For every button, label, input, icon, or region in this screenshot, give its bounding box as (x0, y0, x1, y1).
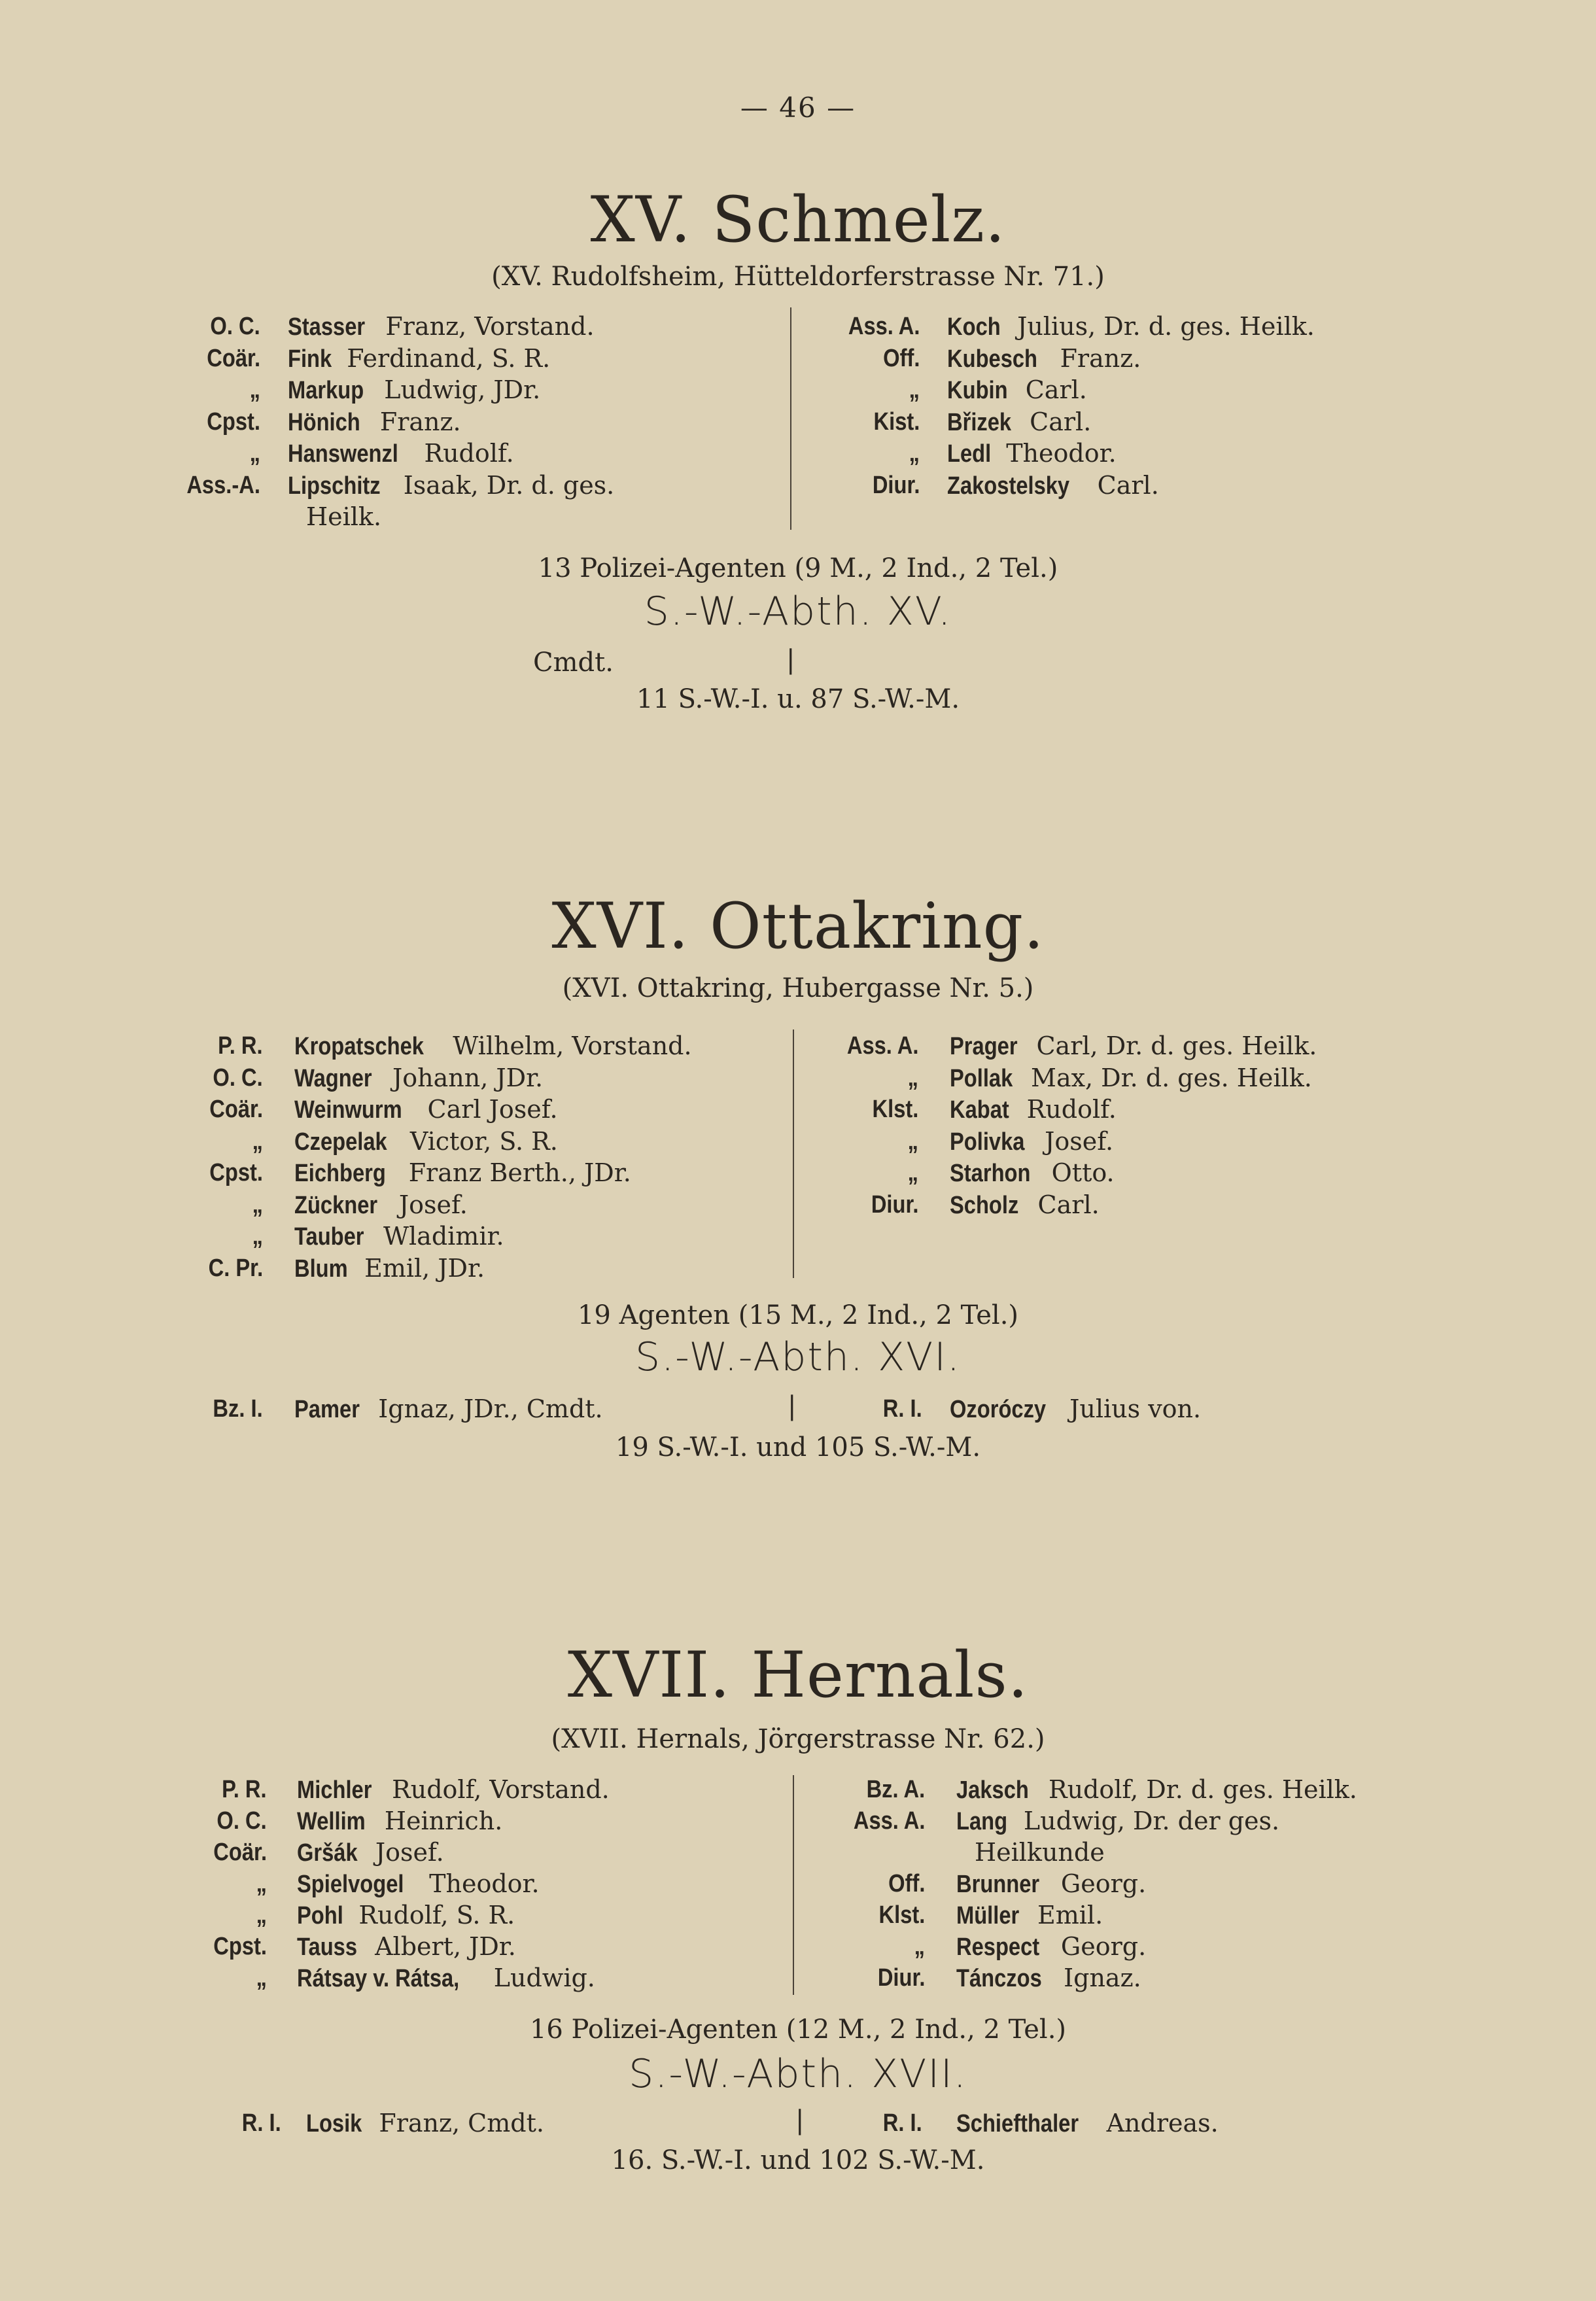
rank-label: Coär. (209, 1096, 263, 1123)
rank-label: „ (909, 440, 920, 467)
rank-label: Ass.-A. (186, 471, 260, 499)
given-name: Isaak, Dr. d. ges. (395, 470, 615, 500)
surname: Prager (950, 1033, 1018, 1060)
rank-label: „ (907, 1064, 918, 1092)
staff-row (0, 1253, 1596, 1284)
given-name: Carl Josef. (419, 1095, 558, 1124)
staff-row (0, 1931, 1596, 1962)
section-heading-xvi: XVI. Ottakring. (551, 890, 1045, 963)
given-name: Johann, JDr. (384, 1063, 544, 1092)
given-name: Heilk. (306, 502, 382, 531)
rank-label: Coär. (213, 1839, 267, 1866)
surname: Břizek (947, 408, 1012, 436)
given-name: Heilkunde (975, 1838, 1105, 1867)
rank-label: „ (256, 1870, 267, 1897)
rank-label: Off. (888, 1870, 925, 1897)
staff-row (0, 470, 1596, 501)
staff-row (0, 1899, 1596, 1931)
given-name: Emil, JDr. (356, 1253, 485, 1283)
given-name: Carl. (1089, 470, 1159, 500)
surname: Hanswenzl (288, 440, 398, 468)
sw-count-xvii: 16. S.-W.-I. und 102 S.-W.-M. (611, 2145, 985, 2175)
given-name: Heinrich. (376, 1807, 503, 1835)
sw-heading-xvi: S.-W.-Abth. XVI. (635, 1334, 961, 1380)
sw-separator-xv: | (786, 645, 795, 675)
rank-label: R. I. (883, 1395, 922, 1423)
staff-row (0, 1062, 1596, 1094)
rank-label: Bz. I. (213, 1395, 263, 1423)
sw-heading-xvii: S.-W.-Abth. XVII. (629, 2051, 967, 2097)
staff-row (0, 311, 1596, 342)
given-name: Franz Berth., JDr. (400, 1158, 631, 1187)
surname: Weinwurm (294, 1096, 402, 1124)
section-heading-xvii: XVII. Hernals. (567, 1638, 1029, 1712)
rank-label: Ass. A. (848, 313, 920, 340)
given-name: Ignaz. (1056, 1964, 1141, 1992)
staff-row (0, 1962, 1596, 1994)
staff-row (0, 1126, 1596, 1157)
surname: Brunner (956, 1871, 1040, 1898)
surname: Pollak (950, 1064, 1013, 1092)
surname: Stasser (288, 313, 366, 341)
rank-label: O. C. (217, 1807, 267, 1835)
sw-heading-xv: S.-W.-Abth. XV. (644, 589, 952, 634)
surname: Jaksch (956, 1776, 1029, 1804)
staff-row (0, 1837, 1596, 1868)
page-number: — 46 — (740, 92, 856, 124)
staff-row (0, 1774, 1596, 1805)
surname: Koch (947, 313, 1001, 341)
surname: Losik (306, 2110, 362, 2137)
given-name: Carl. (1030, 1190, 1100, 1219)
rank-label: O. C. (210, 313, 260, 340)
given-name: Rudolf, S. R. (351, 1901, 515, 1929)
given-name: Ferdinand, S. R. (339, 343, 551, 373)
agents-count-xvii: 16 Polizei-Agenten (12 M., 2 Ind., 2 Tel.) (529, 2015, 1067, 2045)
given-name: Wilhelm, Vorstand. (445, 1031, 692, 1060)
surname: Blum (294, 1254, 348, 1283)
surname: Ozoróczy (950, 1396, 1047, 1423)
rank-label: Ass. A. (853, 1807, 925, 1835)
given-name: Julius von. (1062, 1394, 1202, 1423)
sw-count-xvi: 19 S.-W.-I. und 105 S.-W.-M. (615, 1432, 981, 1462)
sw-officers-xvii (0, 2107, 1596, 2139)
surname: Kubin (947, 377, 1008, 404)
rank-label: „ (907, 1127, 918, 1155)
staff-row (0, 1189, 1596, 1220)
given-name: Rudolf. (416, 439, 514, 468)
surname: Markup (288, 377, 364, 404)
given-name: Carl. (1022, 407, 1092, 436)
surname: Pamer (294, 1396, 360, 1423)
surname: Lipschitz (288, 472, 381, 500)
given-name: Wladimir. (375, 1222, 504, 1251)
given-name: Franz, Cmdt. (371, 2109, 544, 2137)
rank-label: Bz. A. (866, 1776, 925, 1803)
given-name: Josef. (1037, 1126, 1114, 1156)
given-name: Albert, JDr. (367, 1932, 516, 1961)
surname: Tauss (297, 1933, 358, 1961)
given-name: Carl, Dr. d. ges. Heilk. (1028, 1031, 1317, 1060)
rank-label: Diur. (871, 1190, 918, 1219)
staff-row (0, 374, 1596, 406)
given-name: Ludwig, JDr. (376, 375, 541, 404)
rank-label: „ (249, 440, 260, 467)
sw-separator-xvii: | (795, 2105, 805, 2136)
rank-label: Diur. (872, 471, 920, 499)
rank-label: Ass. A. (846, 1032, 918, 1060)
given-name: Victor, S. R. (402, 1126, 558, 1156)
surname: Hönich (288, 408, 360, 436)
staff-row (0, 1094, 1596, 1125)
given-name: Julius, Dr. d. ges. Heilk. (1009, 312, 1315, 341)
staff-row (0, 438, 1596, 469)
section-address-xvi: (XVI. Ottakring, Hubergasse Nr. 5.) (562, 973, 1034, 1003)
staff-row (0, 406, 1596, 438)
staff-row (0, 1030, 1596, 1062)
agents-count-xvi: 19 Agenten (15 M., 2 Ind., 2 Tel.) (577, 1300, 1019, 1330)
agents-count-xv: 13 Polizei-Agenten (9 M., 2 Ind., 2 Tel.) (538, 553, 1058, 583)
surname: Müller (956, 1902, 1020, 1929)
given-name: Otto. (1043, 1158, 1115, 1187)
given-name: Franz. (1052, 343, 1141, 373)
surname: Kropatschek (294, 1033, 424, 1060)
surname: Michler (297, 1776, 372, 1804)
given-name: Josef. (390, 1190, 468, 1219)
rank-label: Coär. (207, 344, 260, 372)
surname: Kubesch (947, 345, 1038, 373)
rank-label: Diur. (877, 1964, 925, 1992)
surname: Ledl (947, 440, 992, 468)
surname: Wagner (294, 1064, 372, 1092)
rank-label: „ (914, 1933, 925, 1960)
rank-label: Cpst. (213, 1933, 267, 1960)
rank-label: „ (252, 1127, 263, 1155)
surname: Starhon (950, 1160, 1031, 1187)
rank-label: O. C. (213, 1064, 263, 1092)
sw-officers-xvi (0, 1393, 1596, 1425)
surname: Kabat (950, 1096, 1009, 1124)
rank-label: „ (907, 1159, 918, 1186)
given-name: Franz. (372, 407, 461, 436)
section-address-xv: (XV. Rudolfsheim, Hütteldorferstrasse Nr. 71.) (491, 262, 1105, 292)
rank-label: „ (256, 1964, 267, 1992)
rank-label: Cpst. (209, 1159, 263, 1186)
staff-row (0, 1805, 1596, 1837)
surname: Schiefthaler (956, 2110, 1079, 2137)
surname: Polivka (950, 1128, 1025, 1156)
sw-separator-xvi: | (788, 1391, 797, 1421)
rank-label: C. Pr. (208, 1254, 263, 1282)
staff-row (0, 1220, 1596, 1252)
surname: Fink (288, 345, 332, 373)
given-name: Theodor. (998, 439, 1117, 468)
section-heading-xv: XV. Schmelz. (590, 183, 1006, 256)
rank-label: R. I. (883, 2109, 922, 2137)
given-name: Andreas. (1098, 2109, 1219, 2137)
surname: Lang (956, 1808, 1008, 1835)
surname: Tauber (294, 1223, 364, 1251)
rank-label: „ (256, 1901, 267, 1929)
surname: Respect (956, 1933, 1040, 1961)
staff-row (0, 1868, 1596, 1899)
rank-label: Cpst. (207, 407, 260, 436)
rank-label: „ (252, 1190, 263, 1219)
surname: Rátsay v. Rátsa, (297, 1965, 460, 1992)
surname: Pohl (297, 1902, 343, 1929)
surname: Zückner (294, 1191, 378, 1219)
surname: Czepelak (294, 1128, 387, 1156)
surname: Scholz (950, 1191, 1019, 1219)
rank-label: P. R. (218, 1032, 263, 1060)
given-name: Max, Dr. d. ges. Heilk. (1022, 1063, 1312, 1092)
surname: Tánczos (956, 1965, 1042, 1992)
surname: Zakostelsky (947, 472, 1070, 500)
surname: Spielvogel (297, 1871, 404, 1898)
rank-label: R. I. (242, 2109, 281, 2137)
rank-label: „ (249, 376, 260, 404)
given-name: Franz, Vorstand. (377, 312, 595, 341)
given-name: Ludwig, Dr. der ges. (1015, 1807, 1280, 1835)
given-name: Rudolf, Vorstand. (384, 1775, 610, 1804)
surname: Gršák (297, 1839, 358, 1867)
given-name: Emil. (1029, 1901, 1103, 1929)
given-name: Theodor. (421, 1869, 540, 1898)
surname: Eichberg (294, 1160, 386, 1187)
rank-label: Klst. (872, 1096, 918, 1123)
given-name: Carl. (1017, 375, 1087, 404)
given-name: Ignaz, JDr., Cmdt. (370, 1394, 603, 1423)
sw-commander-xv: Cmdt. (533, 648, 614, 678)
given-name: Georg. (1052, 1869, 1147, 1898)
given-name: Josef. (367, 1838, 444, 1867)
rank-label: Kist. (873, 407, 920, 436)
given-name: Rudolf, Dr. d. ges. Heilk. (1040, 1775, 1357, 1804)
staff-row (0, 1157, 1596, 1188)
staff-row (0, 501, 1596, 532)
given-name: Rudolf. (1018, 1095, 1117, 1124)
section-address-xvii: (XVII. Hernals, Jörgerstrasse Nr. 62.) (551, 1724, 1045, 1754)
given-name: Georg. (1052, 1932, 1147, 1961)
rank-label: Off. (882, 344, 920, 372)
rank-label: Klst. (878, 1901, 925, 1929)
given-name: Ludwig. (485, 1964, 595, 1992)
rank-label: P. R. (222, 1776, 267, 1803)
sw-count-xv: 11 S.-W.-I. u. 87 S.-W.-M. (636, 684, 960, 714)
surname: Wellim (297, 1808, 366, 1835)
staff-row (0, 343, 1596, 374)
rank-label: „ (252, 1222, 263, 1250)
rank-label: „ (909, 376, 920, 404)
